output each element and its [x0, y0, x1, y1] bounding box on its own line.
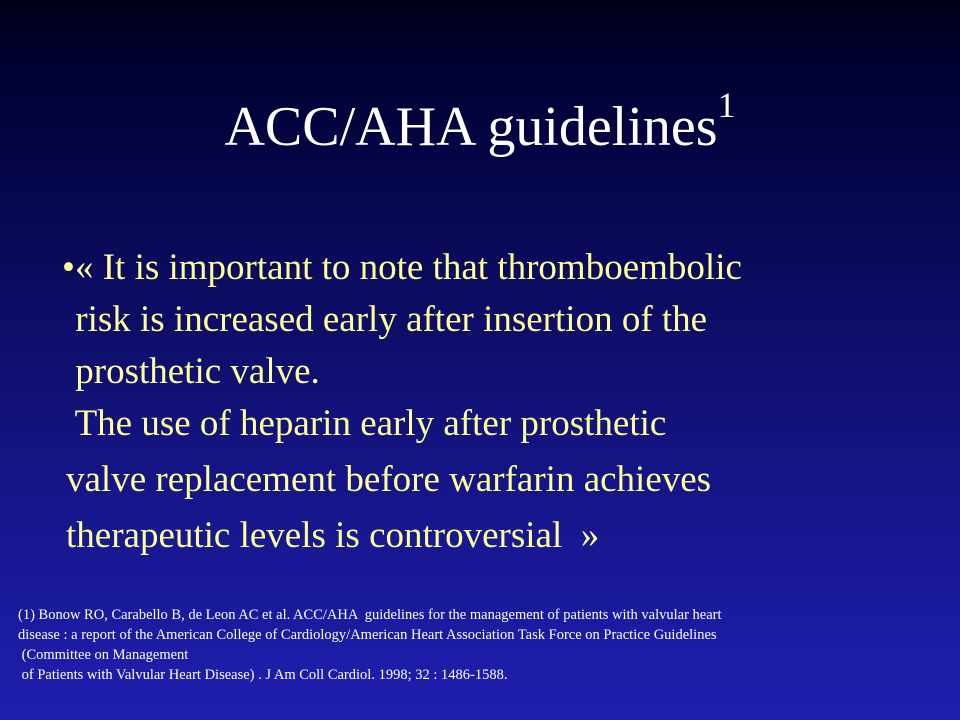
quote-line-3: prosthetic valve. — [66, 351, 320, 392]
quote-line-4: The use of heparin early after prosthetic — [66, 403, 667, 444]
title-footnote-marker: 1 — [717, 85, 736, 125]
slide-title-text: ACC/AHA guidelines — [224, 96, 718, 158]
reference-line-3: (Committee on Management — [18, 647, 189, 663]
reference-line-1: (1) Bonow RO, Carabello B, de Leon AC et al. ACC/AHA guidelines for the management of patients with valvular heart — [18, 607, 722, 623]
slide-title — [0, 85, 960, 162]
reference-line-4: of Patients with Valvular Heart Disease) . J Am Coll Cardiol. 1998; 32 : 1486-1588. — [18, 667, 508, 683]
bullet-icon: • — [62, 247, 75, 288]
reference-footnote — [18, 605, 722, 685]
quote-line-6: therapeutic levels is controversial » — [66, 515, 600, 556]
quote-line-5: valve replacement before warfarin achieves — [66, 459, 712, 500]
quote-line-1-text: « It is important to note that thromboembolic — [74, 247, 742, 288]
reference-line-2: disease : a report of the American College of Cardiology/American Heart Association Task Force on Practice Guidelines — [18, 627, 717, 643]
quote-line-1 — [62, 246, 742, 290]
quote-line-2: risk is increased early after insertion of the — [66, 299, 708, 340]
